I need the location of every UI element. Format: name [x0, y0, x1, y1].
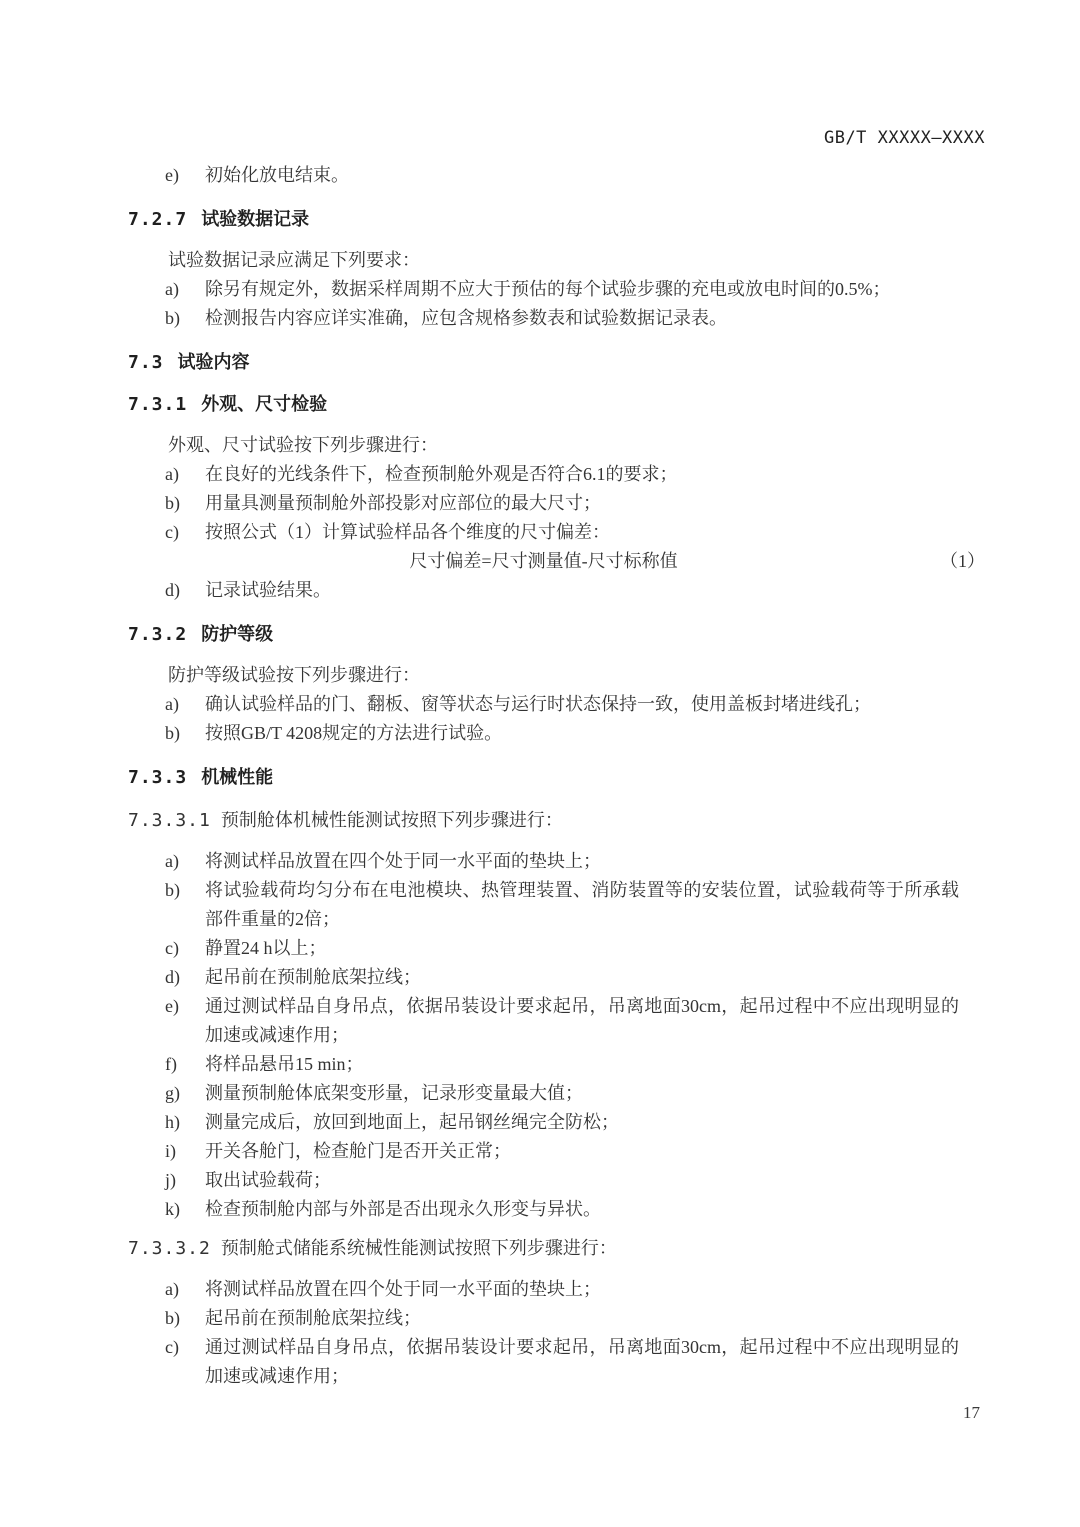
list-item-marker: d) — [165, 967, 180, 987]
list-item — [128, 719, 985, 748]
list-item-text: 检查预制舱内部与外部是否出现永久形变与异状。 — [205, 1199, 601, 1219]
list-item-text: 开关各舱门，检查舱门是否开关正常； — [205, 1141, 511, 1161]
list-item — [128, 690, 985, 719]
clause-text: 预制舱式储能系统械性能测试按照下列步骤进行： — [220, 1238, 617, 1258]
list-item-text: 取出试验载荷； — [205, 1170, 331, 1190]
list-item — [128, 1166, 985, 1195]
section-number: 7.3.2 — [128, 624, 188, 645]
list-item — [128, 304, 985, 333]
list-item-marker: f) — [165, 1054, 177, 1074]
section-number: 7.2.7 — [128, 209, 188, 230]
clause-heading — [128, 1234, 985, 1263]
list-item — [128, 275, 985, 304]
list-item-text: 测量完成后，放回到地面上，起吊钢丝绳完全防松； — [205, 1112, 619, 1132]
list-item-marker: b) — [165, 1308, 180, 1328]
section-heading — [128, 620, 985, 649]
section-number: 7.3.3 — [128, 767, 188, 788]
list-item — [128, 161, 985, 190]
list-item — [128, 992, 985, 1050]
list-item-marker: i) — [165, 1141, 176, 1161]
list-item-text: 在良好的光线条件下，检查预制舱外观是否符合6.1的要求； — [205, 464, 678, 484]
list-item-text: 通过测试样品自身吊点，依据吊装设计要求起吊，吊离地面30cm，起吊过程中不应出现明显的加速或减速作用； — [205, 996, 959, 1045]
list-item-marker: e) — [165, 165, 179, 185]
list-item-marker: a) — [165, 694, 179, 714]
list-item — [128, 1050, 985, 1079]
section-heading — [128, 348, 985, 377]
list-item-marker: b) — [165, 493, 180, 513]
list-item — [128, 1108, 985, 1137]
list-item-text: 起吊前在预制舱底架拉线； — [205, 967, 421, 987]
list-item-text: 将测试样品放置在四个处于同一水平面的垫块上； — [205, 1279, 601, 1299]
section-number: 7.3 — [128, 352, 164, 373]
list-item-marker: c) — [165, 938, 179, 958]
list-item-text: 确认试验样品的门、翻板、窗等状态与运行时状态保持一致，使用盖板封堵进线孔； — [205, 694, 871, 714]
clause-text: 预制舱体机械性能测试按照下列步骤进行： — [220, 810, 563, 830]
section-title: 外观、尺寸检验 — [201, 394, 328, 414]
list-item-marker: e) — [165, 996, 179, 1016]
list-item — [128, 1333, 985, 1391]
clause-number: 7.3.3.1 — [128, 810, 211, 831]
section-heading — [128, 390, 985, 419]
document-content — [128, 161, 985, 1391]
section-number: 7.3.1 — [128, 394, 188, 415]
list-item — [128, 1079, 985, 1108]
list-item-text: 将样品悬吊15 min； — [205, 1054, 364, 1074]
body-paragraph — [128, 246, 985, 275]
page-header: GB/T XXXXX—XXXX — [823, 128, 985, 148]
list-item-text: 起吊前在预制舱底架拉线； — [205, 1308, 421, 1328]
section-heading — [128, 205, 985, 234]
list-item-text: 记录试验结果。 — [205, 580, 331, 600]
body-paragraph — [128, 431, 985, 460]
list-item-marker: b) — [165, 308, 180, 328]
section-title: 试验内容 — [177, 352, 250, 372]
section-heading — [128, 763, 985, 792]
list-item-marker: j) — [165, 1170, 176, 1190]
list-item-text: 初始化放电结束。 — [205, 165, 349, 185]
list-item-text: 检测报告内容应详实准确，应包含规格参数表和试验数据记录表。 — [205, 308, 727, 328]
list-item-text: 将测试样品放置在四个处于同一水平面的垫块上； — [205, 851, 601, 871]
list-item-text: 用量具测量预制舱外部投影对应部位的最大尺寸； — [205, 493, 601, 513]
list-item-marker: d) — [165, 580, 180, 600]
list-item — [128, 1195, 985, 1224]
formula-number: （1） — [940, 551, 985, 571]
clause-number: 7.3.3.2 — [128, 1238, 211, 1259]
list-item-marker: g) — [165, 1083, 180, 1103]
paragraph-text: 外观、尺寸试验按下列步骤进行： — [168, 435, 438, 455]
list-item — [128, 1304, 985, 1333]
list-item-marker: k) — [165, 1199, 180, 1219]
list-item-marker: a) — [165, 1279, 179, 1299]
list-item-marker: b) — [165, 723, 180, 743]
list-item — [128, 460, 985, 489]
list-item-text: 按照GB/T 4208规定的方法进行试验。 — [205, 723, 503, 743]
list-item-text: 静置24 h以上； — [205, 938, 327, 958]
list-item-text: 测量预制舱体底架变形量，记录形变量最大值； — [205, 1083, 583, 1103]
section-title: 防护等级 — [201, 624, 274, 644]
list-item-marker: a) — [165, 279, 179, 299]
paragraph-text: 试验数据记录应满足下列要求： — [168, 250, 420, 270]
formula-line — [128, 547, 985, 576]
list-item — [128, 576, 985, 605]
list-item-marker: a) — [165, 851, 179, 871]
clause-heading — [128, 806, 985, 835]
list-item-text: 按照公式（1）计算试验样品各个维度的尺寸偏差： — [205, 522, 610, 542]
formula-text: 尺寸偏差=尺寸测量值-尺寸标称值 — [409, 551, 678, 571]
list-item-marker: a) — [165, 464, 179, 484]
list-item — [128, 1137, 985, 1166]
section-title: 机械性能 — [201, 767, 274, 787]
body-paragraph — [128, 661, 985, 690]
paragraph-text: 防护等级试验按下列步骤进行： — [168, 665, 420, 685]
list-item-marker: h) — [165, 1112, 180, 1132]
list-item-text: 将试验载荷均匀分布在电池模块、热管理装置、消防装置等的安装位置，试验载荷等于所承载部件重量的2倍； — [205, 880, 959, 929]
list-item — [128, 489, 985, 518]
list-item-marker: b) — [165, 880, 180, 900]
list-item — [128, 963, 985, 992]
list-item-marker: c) — [165, 522, 179, 542]
page-number: 17 — [963, 1403, 980, 1422]
list-item — [128, 1275, 985, 1304]
list-item-text: 除另有规定外，数据采样周期不应大于预估的每个试验步骤的充电或放电时间的0.5%； — [205, 279, 891, 299]
list-item-marker: c) — [165, 1337, 179, 1357]
section-title: 试验数据记录 — [201, 209, 310, 229]
list-item — [128, 876, 985, 934]
list-item-text: 通过测试样品自身吊点，依据吊装设计要求起吊，吊离地面30cm，起吊过程中不应出现明显的加速或减速作用； — [205, 1337, 959, 1386]
list-item — [128, 934, 985, 963]
list-item — [128, 847, 985, 876]
list-item — [128, 518, 985, 547]
